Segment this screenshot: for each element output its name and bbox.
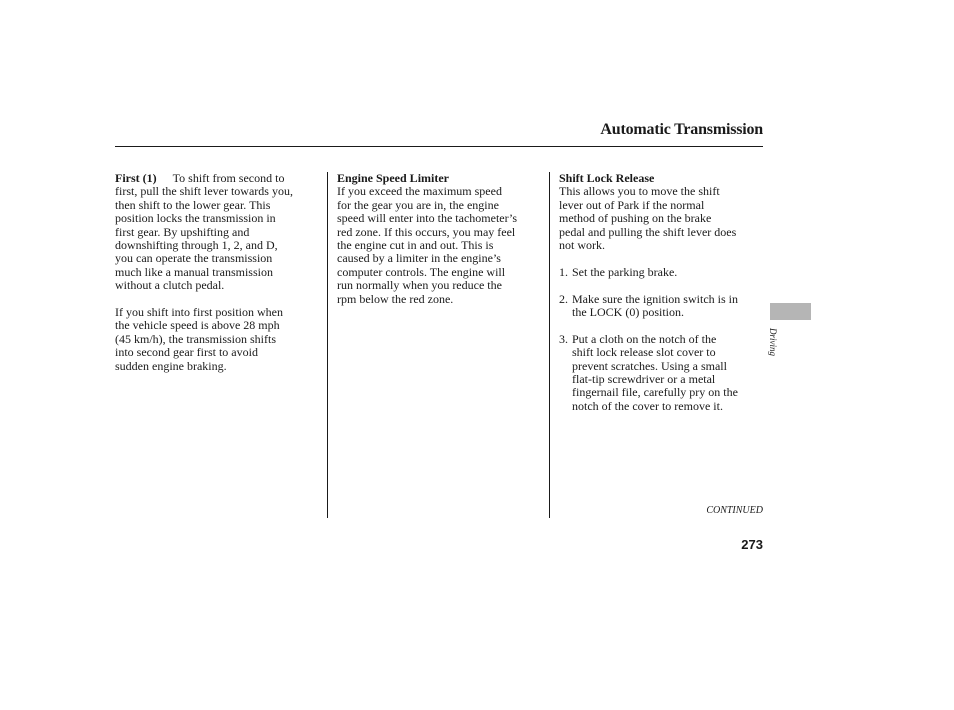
text-line: shift lock release slot cover to [572,345,716,360]
text-line: then shift to the lower gear. This [115,197,271,212]
section-tab [770,303,811,320]
engine-speed-limiter-paragraph [337,185,543,306]
engine-speed-limiter-heading: Engine Speed Limiter [337,171,450,185]
section-tab-label: Driving [768,328,778,356]
step-1 [559,266,763,279]
text-line: (45 km/h), the transmission shifts [115,331,276,346]
text-line: lever out of Park if the normal [559,197,705,212]
text-line: Make sure the ignition switch is in [572,291,738,306]
text-line: run normally when you reduce the [337,278,502,293]
text-line: fingernail file, carefully pry on the [572,385,738,400]
text-line: If you exceed the maximum speed [337,184,502,199]
first-gear-heading: First (1) [115,171,157,185]
column-first-gear [115,172,319,373]
page-number: 273 [741,537,763,552]
step-3 [559,333,763,413]
shift-lock-release-heading: Shift Lock Release [559,171,655,185]
text-line: computer controls. The engine will [337,264,506,279]
text-line: the vehicle speed is above 28 mph [115,318,280,333]
first-gear-paragraph-2 [115,306,319,373]
column-engine-speed-limiter [337,172,543,306]
step-text [572,293,763,320]
step-number: 3. [559,331,568,346]
text-line: first, pull the shift lever towards you, [115,184,293,199]
text-line: speed will enter into the tachometer’s [337,211,518,226]
text-line: downshifting through 1, 2, and D, [115,238,278,253]
text-line: caused by a limiter in the engine’s [337,251,501,266]
text-line: Set the parking brake. [572,264,678,279]
text-line: for the gear you are in, the engine [337,197,499,212]
step-number: 1. [559,264,568,279]
text-line: prevent scratches. Using a small [572,358,727,373]
text-line: the engine cut in and out. This is [337,238,494,253]
title-rule [115,146,763,147]
text-line: not work. [559,238,605,253]
text-line: To shift from second to [172,171,285,185]
text-line: much like a manual transmission [115,264,273,279]
text-line: sudden engine braking. [115,358,227,373]
text-line: first gear. By upshifting and [115,224,250,239]
text-line: you can operate the transmission [115,251,273,266]
column-shift-lock-release [559,172,763,413]
text-line: flat-tip screwdriver or a metal [572,372,716,387]
text-line: If you shift into first position when [115,305,283,320]
text-line: notch of the cover to remove it. [572,398,723,413]
text-line: rpm below the red zone. [337,291,454,306]
step-2 [559,293,763,320]
text-line: Put a cloth on the notch of the [572,331,717,346]
column-divider [327,172,328,518]
text-line: the LOCK (0) position. [572,305,684,320]
text-line: without a clutch pedal. [115,278,225,293]
text-line: This allows you to move the shift [559,184,720,199]
text-line: position locks the transmission in [115,211,276,226]
step-text [572,266,763,279]
page-title: Automatic Transmission [600,121,763,138]
column-divider [549,172,550,518]
step-text [572,333,763,413]
step-number: 2. [559,291,568,306]
text-line: pedal and pulling the shift lever does [559,224,737,239]
shift-lock-release-intro [559,185,763,252]
first-gear-paragraph-1 [115,172,319,293]
text-line: red zone. If this occurs, you may feel [337,224,516,239]
text-line: into second gear first to avoid [115,345,258,360]
text-line: method of pushing on the brake [559,211,712,226]
continued-label: CONTINUED [706,505,763,516]
